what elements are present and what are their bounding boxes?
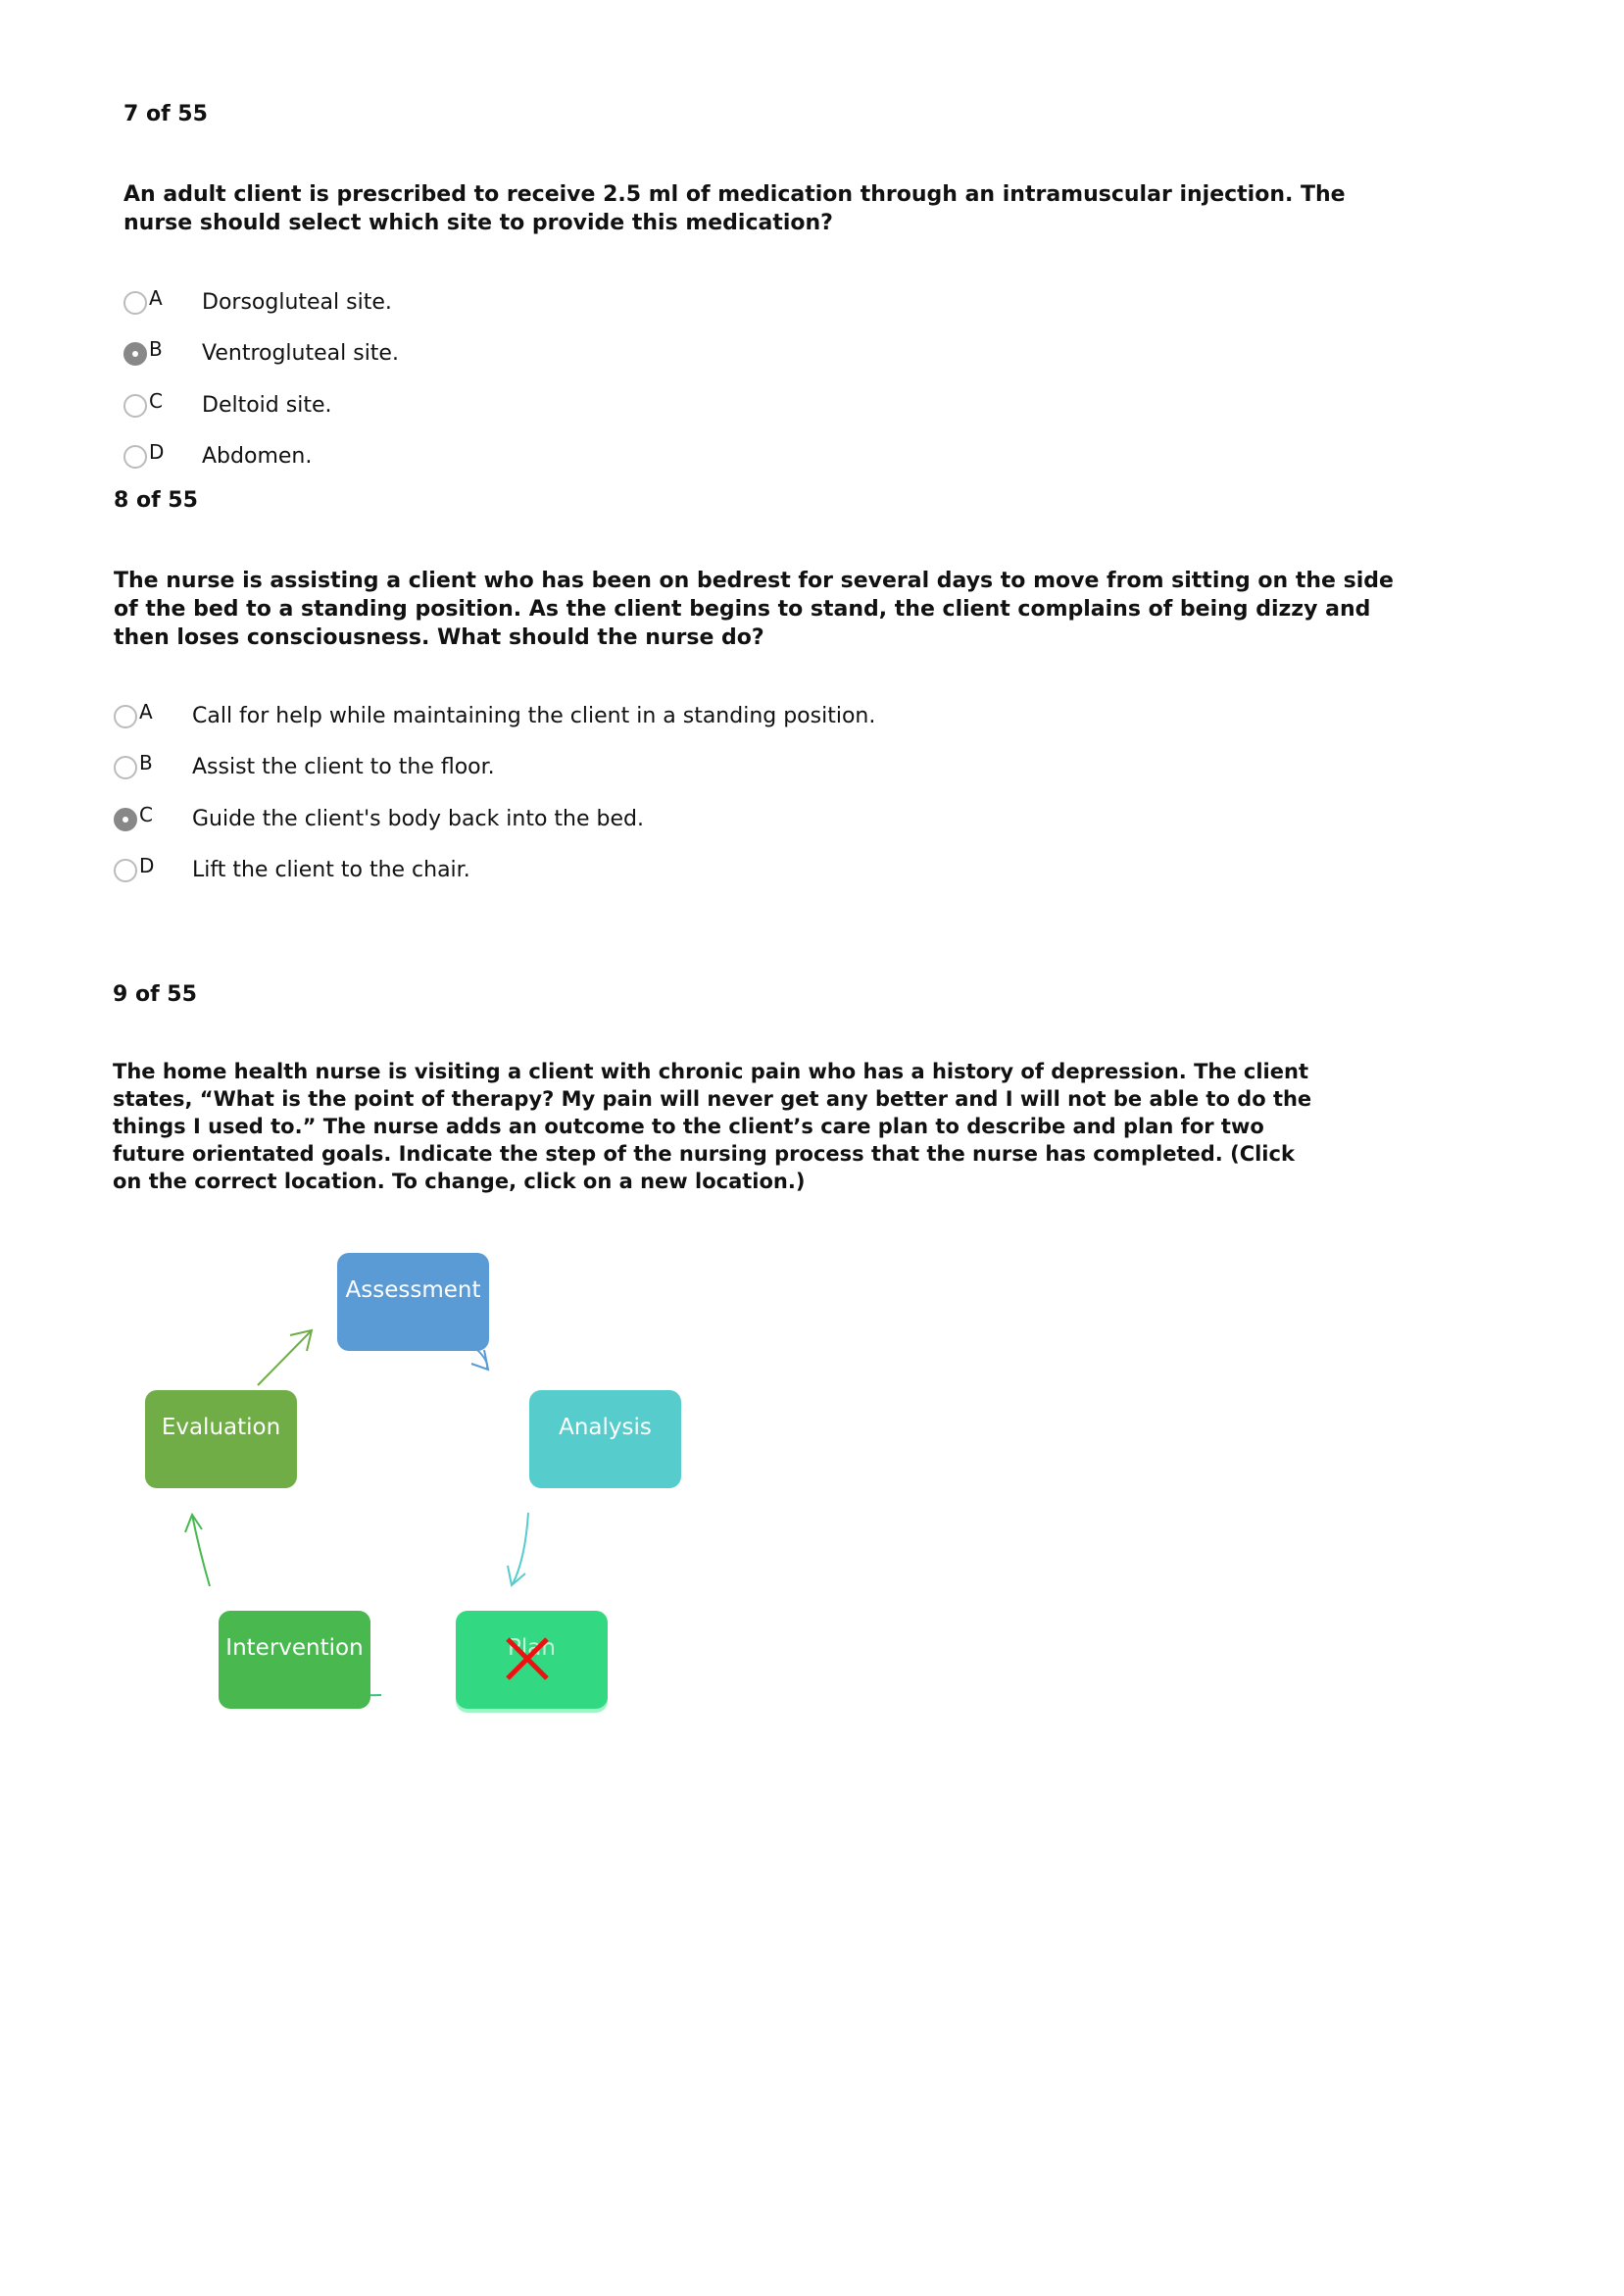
option-letter: D: [149, 439, 165, 464]
option-text: Ventrogluteal site.: [202, 341, 399, 366]
question-9-text: The home health nurse is visiting a client with chronic pain who has a history of depression. The client states, “What is the point of therapy? My pain will never get any better and I will not be able to do the things I used to.” The nurse adds an outcome to the client’s care plan to describe and plan for two future orientated goals. Indicate the step of the nursing process that the nurse has completed. (Click on the correct location. To change, click on a new location.): [113, 1060, 1312, 1193]
question-8-text: The nurse is assisting a client who has been on bedrest for several days to move from sitting on the side of the bed to a standing position. As the client begins to stand, the client complains of being dizzy and then loses consciousness. What should the nurse do?: [114, 569, 1394, 650]
arrow-intervention-to-evaluation: [185, 1515, 210, 1586]
option-letter: D: [139, 853, 155, 877]
step-evaluation[interactable]: Evaluation: [145, 1390, 297, 1488]
step-plan-label: Plan: [508, 1635, 556, 1661]
step-plan-selected[interactable]: [456, 1611, 608, 1709]
step-analysis[interactable]: Analysis: [529, 1390, 681, 1488]
option-letter: B: [139, 750, 153, 774]
option-text: Abdomen.: [202, 444, 313, 469]
option-text: Deltoid site.: [202, 393, 332, 418]
question-7-text: An adult client is prescribed to receive 2.5 ml of medication through an intramuscular injection. The nurse should select which site to provide this medication?: [123, 182, 1346, 235]
question-9-number: 9 of 55: [113, 982, 197, 1007]
option-letter: C: [139, 802, 153, 826]
step-assessment[interactable]: Assessment: [337, 1253, 489, 1351]
option-letter: C: [149, 388, 163, 413]
option-letter: B: [149, 336, 163, 361]
step-intervention[interactable]: Intervention: [219, 1611, 370, 1709]
option-text: Assist the client to the floor.: [192, 755, 495, 779]
option-text: Lift the client to the chair.: [192, 858, 470, 882]
option-text: Dorsogluteal site.: [202, 290, 392, 315]
question-8-number: 8 of 55: [114, 488, 198, 513]
option-letter: A: [149, 285, 163, 310]
option-text: Call for help while maintaining the client in a standing position.: [192, 704, 876, 728]
question-7-number: 7 of 55: [123, 102, 208, 126]
arrow-evaluation-to-assessment: [258, 1330, 312, 1385]
selection-x-mark-icon: [505, 1636, 550, 1681]
option-text: Guide the client's body back into the bed.: [192, 807, 644, 831]
arrow-analysis-to-plan: [508, 1513, 528, 1585]
option-letter: A: [139, 699, 153, 724]
